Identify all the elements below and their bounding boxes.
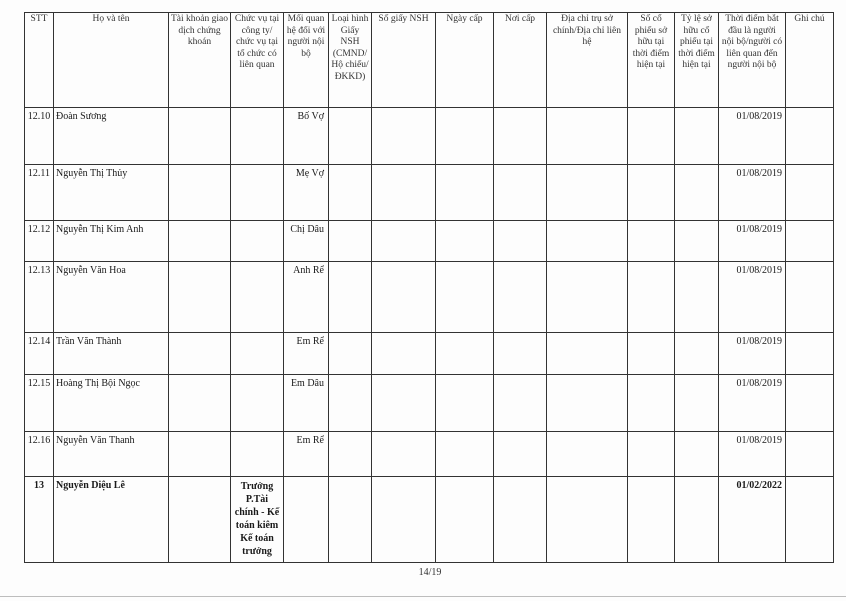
cell-stt: 12.14: [25, 333, 54, 375]
cell-issue-place: [494, 477, 547, 563]
cell-account: [169, 165, 231, 221]
page-number: 14/19: [418, 567, 442, 578]
cell-start-date: 01/08/2019: [719, 165, 786, 221]
cell-account: [169, 477, 231, 563]
cell-id-type: [329, 375, 372, 432]
cell-address: [547, 375, 628, 432]
cell-position: Trưởng P.Tài chính - Kế toán kiêm Kế toán trưởng: [231, 477, 284, 563]
cell-start-date: 01/08/2019: [719, 333, 786, 375]
cell-start-date: 01/08/2019: [719, 262, 786, 333]
col-header-id-number: Số giấy NSH: [372, 13, 436, 108]
cell-account: [169, 262, 231, 333]
cell-relation: Em Dâu: [284, 375, 329, 432]
col-header-note: Ghi chú: [786, 13, 834, 108]
cell-id-type: [329, 108, 372, 165]
table-row: [25, 477, 834, 563]
table-row: [25, 262, 834, 333]
cell-name: Nguyễn Diệu Lê: [54, 477, 169, 563]
cell-note: [786, 477, 834, 563]
cell-stt: 12.10: [25, 108, 54, 165]
cell-id-type: [329, 432, 372, 477]
table-row: [25, 333, 834, 375]
cell-issue-date: [436, 262, 494, 333]
col-header-shares: Số cổ phiếu sở hữu tại thời điểm hiện tại: [628, 13, 675, 108]
cell-note: [786, 262, 834, 333]
cell-id-number: [372, 432, 436, 477]
cell-issue-place: [494, 432, 547, 477]
col-header-name: Họ và tên: [54, 13, 169, 108]
col-header-issue-date: Ngày cấp: [436, 13, 494, 108]
cell-issue-place: [494, 221, 547, 262]
cell-position: [231, 375, 284, 432]
cell-stt: 13: [25, 477, 54, 563]
cell-shares: [628, 108, 675, 165]
cell-issue-date: [436, 375, 494, 432]
insider-table: [24, 12, 834, 563]
cell-shares: [628, 477, 675, 563]
cell-shares: [628, 375, 675, 432]
cell-ownership: [675, 221, 719, 262]
cell-ownership: [675, 108, 719, 165]
cell-position: [231, 432, 284, 477]
cell-shares: [628, 221, 675, 262]
cell-note: [786, 108, 834, 165]
cell-name: Trần Văn Thành: [54, 333, 169, 375]
cell-relation: Em Rể: [284, 432, 329, 477]
cell-relation: Bố Vợ: [284, 108, 329, 165]
cell-name: Đoàn Sương: [54, 108, 169, 165]
cell-id-type: [329, 262, 372, 333]
cell-stt: 12.16: [25, 432, 54, 477]
cell-id-number: [372, 108, 436, 165]
cell-id-number: [372, 477, 436, 563]
cell-ownership: [675, 165, 719, 221]
cell-issue-place: [494, 108, 547, 165]
cell-ownership: [675, 375, 719, 432]
cell-note: [786, 375, 834, 432]
cell-issue-date: [436, 477, 494, 563]
cell-ownership: [675, 477, 719, 563]
table-row: [25, 165, 834, 221]
cell-id-number: [372, 165, 436, 221]
cell-issue-place: [494, 262, 547, 333]
cell-id-type: [329, 221, 372, 262]
cell-note: [786, 432, 834, 477]
cell-account: [169, 221, 231, 262]
cell-ownership: [675, 333, 719, 375]
cell-note: [786, 221, 834, 262]
cell-account: [169, 432, 231, 477]
cell-account: [169, 108, 231, 165]
cell-relation: Mẹ Vợ: [284, 165, 329, 221]
cell-name: Nguyễn Thị Kim Anh: [54, 221, 169, 262]
cell-issue-date: [436, 165, 494, 221]
cell-position: [231, 108, 284, 165]
cell-relation: Em Rể: [284, 333, 329, 375]
col-header-ownership: Tỷ lệ sở hữu cổ phiếu tại thời điểm hiện tại: [675, 13, 719, 108]
cell-issue-date: [436, 108, 494, 165]
col-header-relation: Mối quan hệ đối với người nội bộ: [284, 13, 329, 108]
cell-issue-place: [494, 165, 547, 221]
table-row: [25, 221, 834, 262]
cell-address: [547, 165, 628, 221]
cell-stt: 12.15: [25, 375, 54, 432]
cell-ownership: [675, 432, 719, 477]
cell-id-number: [372, 262, 436, 333]
col-header-stt: STT: [25, 13, 54, 108]
cell-id-number: [372, 375, 436, 432]
cell-id-type: [329, 333, 372, 375]
cell-relation: Anh Rể: [284, 262, 329, 333]
col-header-position: Chức vụ tại công ty/ chức vụ tại tổ chức có liên quan: [231, 13, 284, 108]
cell-address: [547, 477, 628, 563]
col-header-issue-place: Nơi cấp: [494, 13, 547, 108]
cell-stt: 12.11: [25, 165, 54, 221]
cell-issue-date: [436, 432, 494, 477]
cell-issue-date: [436, 333, 494, 375]
table-row: [25, 432, 834, 477]
cell-shares: [628, 333, 675, 375]
cell-address: [547, 333, 628, 375]
table-row: [25, 108, 834, 165]
cell-address: [547, 432, 628, 477]
cell-issue-place: [494, 333, 547, 375]
cell-position: [231, 165, 284, 221]
cell-id-number: [372, 333, 436, 375]
cell-start-date: 01/08/2019: [719, 375, 786, 432]
cell-ownership: [675, 262, 719, 333]
cell-name: Nguyễn Văn Hoa: [54, 262, 169, 333]
cell-note: [786, 333, 834, 375]
cell-name: Hoàng Thị Bội Ngọc: [54, 375, 169, 432]
cell-shares: [628, 165, 675, 221]
cell-start-date: 01/02/2022: [719, 477, 786, 563]
cell-position: [231, 262, 284, 333]
cell-shares: [628, 262, 675, 333]
cell-start-date: 01/08/2019: [719, 221, 786, 262]
cell-relation: [284, 477, 329, 563]
col-header-account: Tài khoản giao dịch chứng khoán: [169, 13, 231, 108]
cell-relation: Chị Dâu: [284, 221, 329, 262]
col-header-address: Địa chỉ trụ sở chính/Địa chỉ liên hệ: [547, 13, 628, 108]
page-edge-divider: [0, 596, 846, 597]
cell-issue-place: [494, 375, 547, 432]
col-header-start-date: Thời điểm bắt đầu là người nội bộ/người có liên quan đến người nội bộ: [719, 13, 786, 108]
cell-address: [547, 262, 628, 333]
cell-position: [231, 333, 284, 375]
cell-address: [547, 108, 628, 165]
cell-stt: 12.12: [25, 221, 54, 262]
cell-start-date: 01/08/2019: [719, 108, 786, 165]
table-row: [25, 375, 834, 432]
cell-account: [169, 375, 231, 432]
cell-note: [786, 165, 834, 221]
cell-start-date: 01/08/2019: [719, 432, 786, 477]
cell-stt: 12.13: [25, 262, 54, 333]
cell-name: Nguyễn Thị Thủy: [54, 165, 169, 221]
cell-name: Nguyễn Văn Thanh: [54, 432, 169, 477]
cell-account: [169, 333, 231, 375]
cell-address: [547, 221, 628, 262]
cell-id-type: [329, 477, 372, 563]
cell-id-number: [372, 221, 436, 262]
cell-id-type: [329, 165, 372, 221]
cell-shares: [628, 432, 675, 477]
cell-issue-date: [436, 221, 494, 262]
table-header: [25, 13, 834, 108]
cell-position: [231, 221, 284, 262]
col-header-id-type: Loại hình Giấy NSH (CMND/ Hộ chiếu/ ĐKKD): [329, 13, 372, 108]
